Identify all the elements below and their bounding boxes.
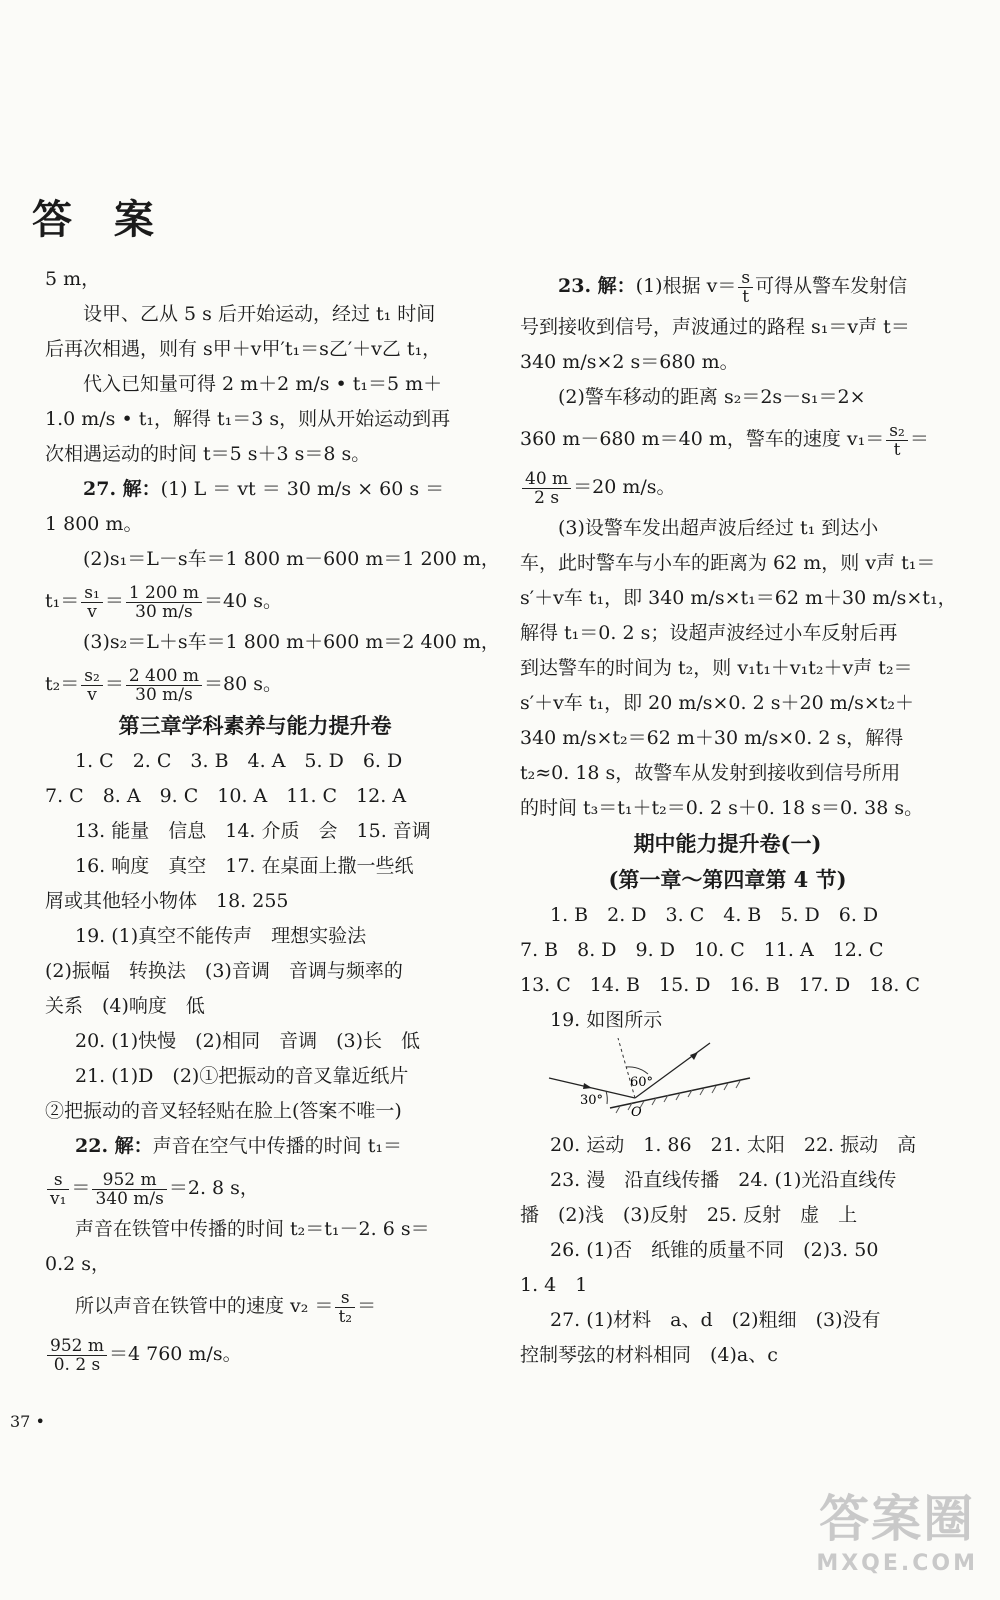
answer-line: 屑或其他轻小物体 18. 255 bbox=[45, 890, 289, 912]
left-column bbox=[45, 262, 500, 1378]
text-line: s′＋v车 t₁，即 20 m/s×0. 2 s＋20 m/s×t₂＋ bbox=[520, 692, 915, 714]
answer-line: 20. 运动 1. 86 21. 太阳 22. 振动 高 bbox=[550, 1134, 917, 1156]
reflected-arrow bbox=[690, 1052, 698, 1060]
formula-line: 所以声音在铁管中的速度 v₂ ＝ $\frac{s}{\text{t₂}}$ ＝ bbox=[75, 1287, 377, 1327]
fraction: $\frac{s}{\text{t₂}}$ bbox=[335, 1289, 355, 1326]
text-line: t₂≈0. 18 s，故警车从发射到接收到信号所用 bbox=[520, 762, 901, 784]
text-line: 1 800 m。 bbox=[45, 513, 143, 535]
angle-arc bbox=[626, 1067, 648, 1074]
formula-line: t₁＝ $\frac{\text{s₁}}{v}$ ＝ $\frac{1 200 m}{30 m/s}$ ＝40 s。 bbox=[45, 582, 282, 622]
question-number: 23. 解： bbox=[558, 275, 636, 297]
page-number: 37 • bbox=[10, 1412, 45, 1431]
reflection-diagram-svg bbox=[520, 1038, 940, 1128]
answer-line: 13. C 14. B 15. D 16. B 17. D 18. C bbox=[520, 974, 921, 996]
section-subheading: (第一章～第四章第 4 节) bbox=[608, 867, 847, 892]
question-number: 22. 解： bbox=[75, 1135, 153, 1157]
answer-line: 0.2 s， bbox=[45, 1253, 111, 1275]
answer-line: 控制琴弦的材料相同 (4)a、c bbox=[520, 1344, 778, 1366]
section-heading: 期中能力提升卷(一) bbox=[633, 831, 822, 856]
answer-line: 1. B 2. D 3. C 4. B 5. D 6. D bbox=[550, 904, 879, 926]
answer-line: 1. 4 1 bbox=[520, 1274, 588, 1296]
angle-label-30: 30° bbox=[580, 1093, 604, 1108]
formula-line: 23. 解：(1)根据 v＝ $\frac{s}{t}$ 可得从警车发射信 bbox=[558, 267, 908, 307]
text-line: 340 m/s×2 s＝680 m。 bbox=[520, 351, 739, 373]
fraction: $\frac{1 200 m}{30 m/s}$ bbox=[126, 584, 202, 621]
answer-line: 27. (1)材料 a、d (2)粗细 (3)没有 bbox=[550, 1309, 881, 1331]
answer-line: 16. 响度 真空 17. 在桌面上撒一些纸 bbox=[75, 855, 414, 877]
answer-line: 播 (2)浅 (3)反射 25. 反射 虚 上 bbox=[520, 1204, 858, 1226]
text-line: 到达警车的时间为 t₂，则 v₁t₁＋v₁t₂＋v声 t₂＝ bbox=[520, 657, 913, 679]
angle-label-60: 60° bbox=[630, 1075, 654, 1090]
formula-line: $\frac{40 m}{2 s}$ ＝20 m/s。 bbox=[520, 463, 935, 511]
answer-line: 声音在铁管中传播的时间 t₂＝t₁－2. 6 s＝ bbox=[75, 1218, 430, 1240]
section-heading: 第三章学科素养与能力提升卷 bbox=[118, 713, 392, 738]
fraction: $\frac{\text{s₁}}{v}$ bbox=[81, 584, 103, 621]
fraction: $\frac{2 400 m}{30 m/s}$ bbox=[126, 667, 202, 704]
answer-line: 26. (1)否 纸锥的质量不同 (2)3. 50 bbox=[550, 1239, 879, 1261]
answer-line: 19. 如图所示 bbox=[550, 1009, 663, 1031]
text-line: (2)s₁＝L－s车＝1 800 m－600 m＝1 200 m， bbox=[83, 548, 500, 570]
text-line: 5 m， bbox=[45, 268, 101, 290]
answer-line: 22. 解：声音在空气中传播的时间 t₁＝ bbox=[75, 1135, 402, 1157]
text-line: 车，此时警车与小车的距离为 62 m，则 v声 t₁＝ bbox=[520, 552, 936, 574]
text-line: 次相遇运动的时间 t＝5 s＋3 s＝8 s。 bbox=[45, 443, 371, 465]
reflection-diagram bbox=[520, 1038, 935, 1128]
answer-line: 19. (1)真空不能传声 理想实验法 bbox=[75, 925, 367, 947]
text-line: (3)设警车发出超声波后经过 t₁ 到达小 bbox=[558, 517, 879, 539]
answer-line: 21. (1)D (2)①把振动的音叉靠近纸片 bbox=[75, 1065, 409, 1087]
answer-line: 13. 能量 信息 14. 介质 会 15. 音调 bbox=[75, 820, 431, 842]
text-line: 设甲、乙从 5 s 后开始运动，经过 t₁ 时间 bbox=[83, 303, 436, 325]
watermark-logo bbox=[816, 1479, 978, 1576]
text-line: 后再次相遇，则有 s甲＋v甲′t₁＝s乙′＋v乙 t₁， bbox=[45, 338, 442, 360]
fraction: $\frac{40 m}{2 s}$ bbox=[522, 470, 571, 507]
text-line: s′＋v车 t₁，即 340 m/s×t₁＝62 m＋30 m/s×t₁， bbox=[520, 587, 957, 609]
question-number: 27. 解： bbox=[83, 478, 161, 500]
formula-line: 360 m－680 m＝40 m，警车的速度 v₁＝ $\frac{\text{s₂}}{t}$ ＝ bbox=[520, 420, 929, 460]
watermark-site: MXQE.COM bbox=[816, 1551, 978, 1576]
point-label-o: O bbox=[631, 1105, 642, 1120]
page-title: 答 案 bbox=[32, 196, 168, 243]
answer-line: ②把振动的音叉轻轻贴在脸上(答案不唯一) bbox=[45, 1100, 402, 1122]
formula-line: $\frac{s}{\text{v₁}}$ ＝ $\frac{952 m}{340 m/s}$ ＝2. 8 s， bbox=[45, 1164, 465, 1212]
text-line: 1.0 m/s • t₁，解得 t₁＝3 s，则从开始运动到再 bbox=[45, 408, 451, 430]
text-line: 号到接收到信号，声波通过的路程 s₁＝v声 t＝ bbox=[520, 316, 910, 338]
text-line: 的时间 t₃＝t₁＋t₂＝0. 2 s＋0. 18 s＝0. 38 s。 bbox=[520, 797, 924, 819]
text-line: 27. 解：(1) L ＝ vt ＝ 30 m/s × 60 s ＝ bbox=[83, 478, 445, 500]
fraction: $\frac{952 m}{0. 2 s}$ bbox=[47, 1337, 107, 1374]
fraction: $\frac{952 m}{340 m/s}$ bbox=[92, 1171, 166, 1208]
answer-line: (2)振幅 转换法 (3)音调 音调与频率的 bbox=[45, 960, 403, 982]
text-line: 340 m/s×t₂＝62 m＋30 m/s×0. 2 s，解得 bbox=[520, 727, 904, 749]
watermark-brand: 答案圈 bbox=[819, 1490, 976, 1548]
answer-line: 1. C 2. C 3. B 4. A 5. D 6. D bbox=[75, 750, 403, 772]
angle-arc-2 bbox=[606, 1091, 607, 1104]
text-line: 解得 t₁＝0. 2 s；设超声波经过小车反射后再 bbox=[520, 622, 898, 644]
formula-line: $\frac{952 m}{0. 2 s}$ ＝4 760 m/s。 bbox=[45, 1330, 465, 1378]
answer-line: 关系 (4)响度 低 bbox=[45, 995, 205, 1017]
text-line: (3)s₂＝L＋s车＝1 800 m＋600 m＝2 400 m， bbox=[83, 631, 500, 653]
fraction: $\frac{s}{\text{v₁}}$ bbox=[47, 1171, 69, 1208]
formula-line: t₂＝ $\frac{\text{s₂}}{v}$ ＝ $\frac{2 400 m}{30 m/s}$ ＝80 s。 bbox=[45, 665, 282, 705]
fraction: $\frac{s}{t}$ bbox=[738, 269, 753, 306]
right-column bbox=[520, 262, 957, 1373]
answer-line: 7. B 8. D 9. D 10. C 11. A 12. C bbox=[520, 939, 884, 961]
fraction: $\frac{\text{s₂}}{t}$ bbox=[886, 422, 908, 459]
answer-line: 7. C 8. A 9. C 10. A 11. C 12. A bbox=[45, 785, 407, 807]
answer-line: 23. 漫 沿直线传播 24. (1)光沿直线传 bbox=[550, 1169, 897, 1191]
text-line: (2)警车移动的距离 s₂＝2s－s₁＝2× bbox=[558, 386, 866, 408]
answer-line: 20. (1)快慢 (2)相同 音调 (3)长 低 bbox=[75, 1030, 420, 1052]
text-line: 代入已知量可得 2 m＋2 m/s • t₁＝5 m＋ bbox=[83, 373, 443, 395]
fraction: $\frac{\text{s₂}}{v}$ bbox=[81, 667, 103, 704]
incident-arrow bbox=[583, 1083, 592, 1089]
